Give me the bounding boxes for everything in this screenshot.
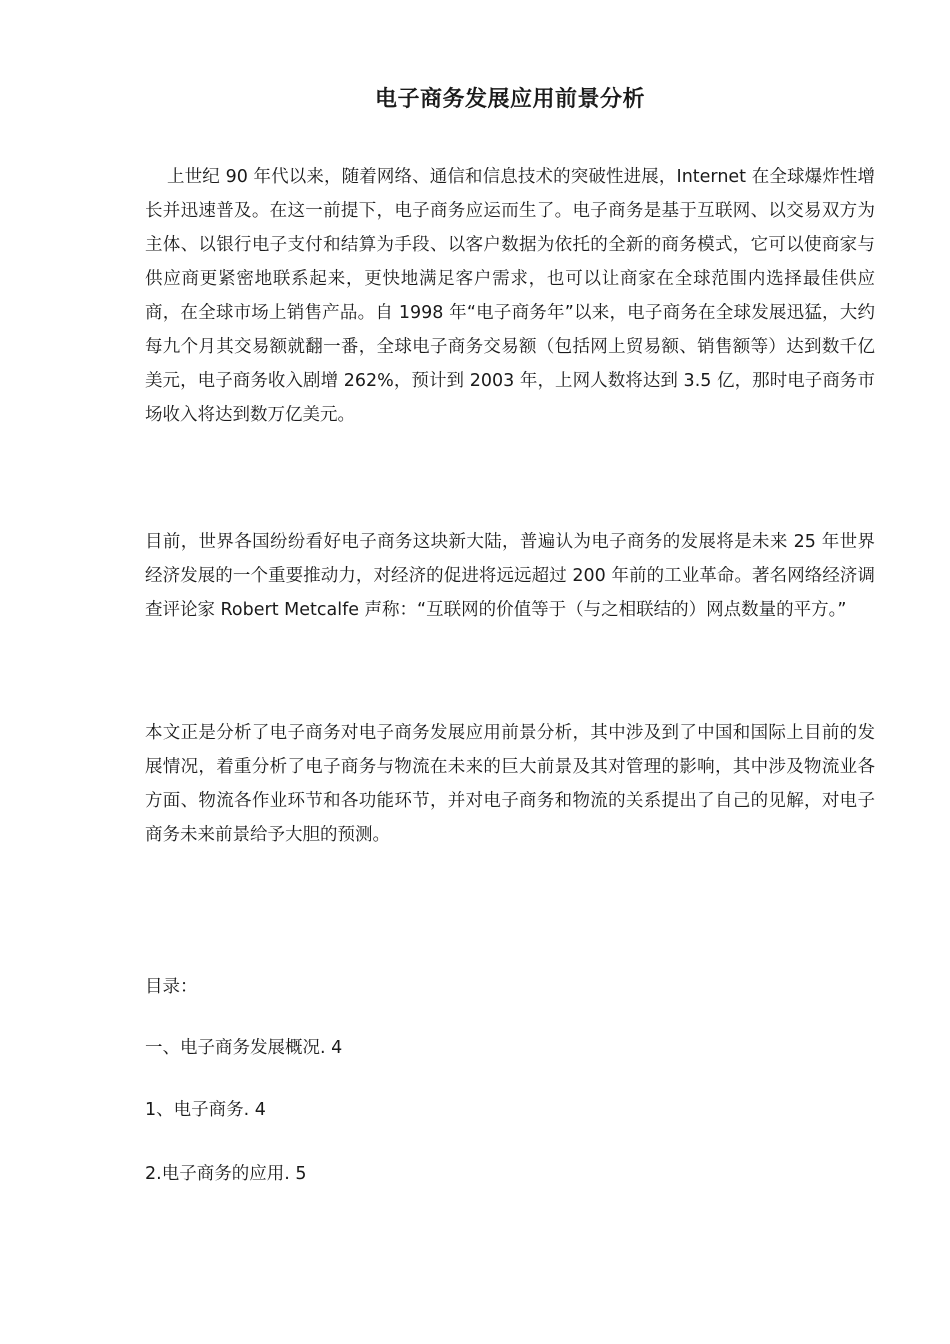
document-title: 电子商务发展应用前景分析 bbox=[374, 87, 645, 112]
toc-item: 2.电子商务的应用. 5 bbox=[145, 1164, 307, 1184]
toc-heading: 目录： bbox=[145, 977, 198, 997]
paragraph-summary: 本文正是分析了电子商务对电子商务发展应用前景分析，其中涉及到了中国和国际上目前的发展情况，着重分析了电子商务与物流在未来的巨大前景及其对管理的影响，其中涉及物流业各方面、物流各作业环节和各功能环节，并对电子商务和物流的关系提出了自己的见解，对电子商务未来前景给予大胆的预测。 bbox=[145, 723, 875, 845]
paragraph-outlook: 目前，世界各国纷纷看好电子商务这块新大陆，普遍认为电子商务的发展将是未来 25 年世界经济发展的一个重要推动力，对经济的促进将远远超过 200 年前的工业革命。著名网络经济调查评论家 Robert Metcalfe 声称：“互联网的价值等于（与之相联结的）网点数量的平方。” bbox=[145, 532, 875, 620]
toc-item: 一、电子商务发展概况. 4 bbox=[145, 1038, 343, 1058]
toc-item: 1、电子商务. 4 bbox=[145, 1100, 266, 1120]
paragraph-intro: 上世纪 90 年代以来，随着网络、通信和信息技术的突破性进展，Internet 在全球爆炸性增长并迅速普及。在这一前提下，电子商务应运而生了。电子商务是基于互联网、以交易双方为主体、以银行电子支付和结算为手段、以客户数据为依托的全新的商务模式，它可以使商家与供应商更紧密地联系起来，更快地满足客户需求，也可以让商家在全球范围内选择最佳供应商，在全球市场上销售产品。自 1998 年“电子商务年”以来，电子商务在全球发展迅猛，大约每九个月其交易额就翻一番，全球电子商务交易额（包括网上贸易额、销售额等）达到数千亿美元，电子商务收入剧增 262%，预计到 2003 年，上网人数将达到 3.5 亿，那时电子商务市场收入将达到数万亿美元。 bbox=[145, 167, 875, 425]
